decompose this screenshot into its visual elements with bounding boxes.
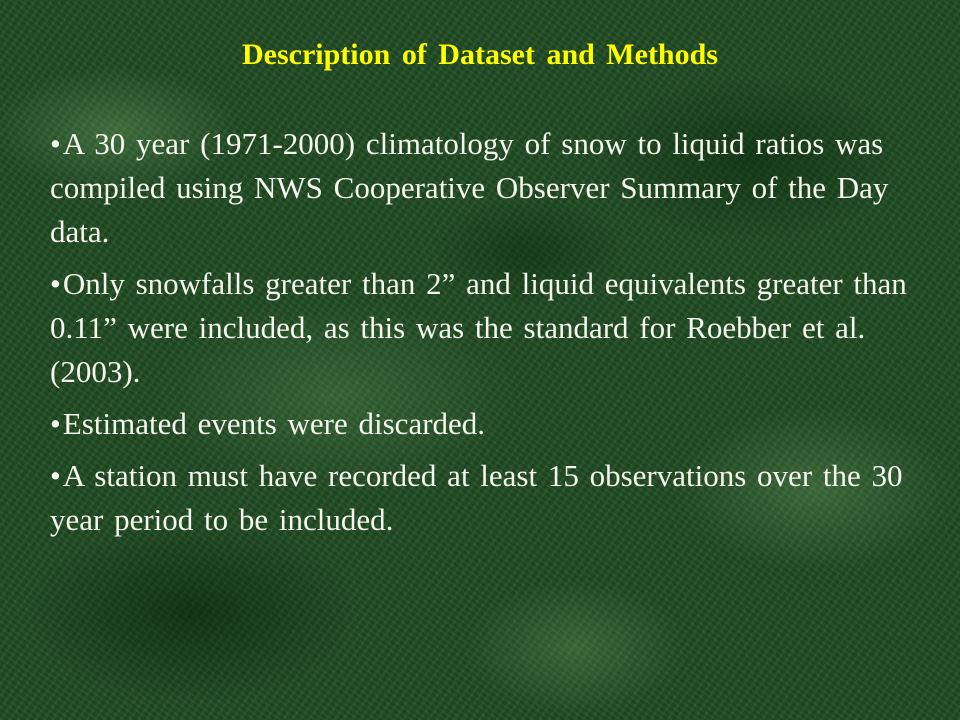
bullet-item <box>50 122 920 254</box>
bullet-marker: • <box>50 266 61 301</box>
bullet-text: A 30 year (1971-2000) climatology of snow to liquid ratios was compiled using NWS Cooperative Observer Summary of the Day data. <box>50 126 889 249</box>
bullet-text: Only snowfalls greater than 2” and liquid equivalents greater than 0.11” were included, as this was the standard for Roebber et al. (2003). <box>50 266 907 389</box>
bullet-list <box>50 122 920 550</box>
bullet-item <box>50 402 920 446</box>
bullet-marker: • <box>50 126 61 161</box>
bullet-text: A station must have recorded at least 15 observations over the 30 year period to be included. <box>50 458 903 537</box>
bullet-item <box>50 262 920 394</box>
slide-title: Description of Dataset and Methods <box>242 38 718 71</box>
bullet-marker: • <box>50 406 61 441</box>
bullet-marker: • <box>50 458 61 493</box>
bullet-item <box>50 454 920 542</box>
bullet-text: Estimated events were discarded. <box>62 406 486 441</box>
